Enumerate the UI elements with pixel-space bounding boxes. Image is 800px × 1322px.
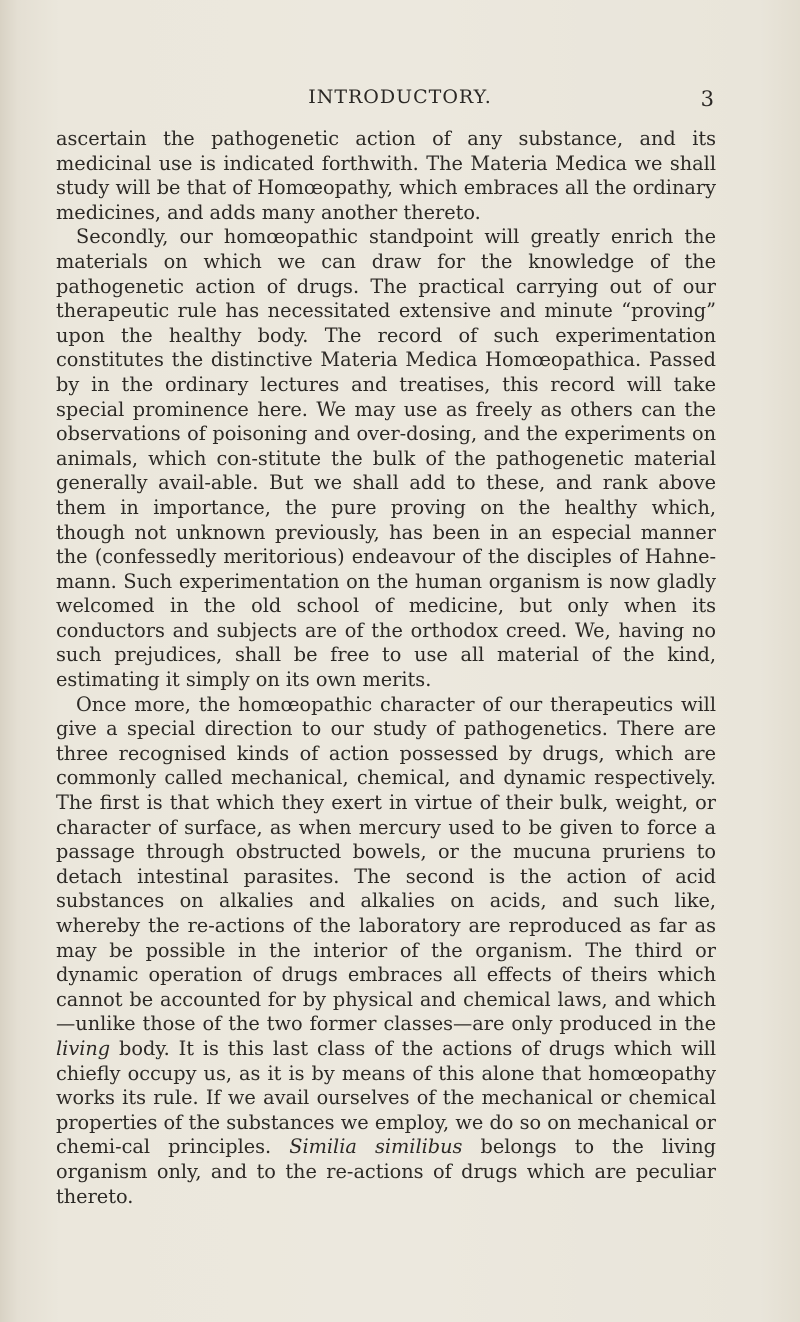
paragraph-once-more-text-3: belongs to the living organism only, and to the re-actions of drugs which are peculiar thereto. xyxy=(56,1135,716,1208)
paragraph-once-more xyxy=(56,693,716,1209)
running-title: INTRODUCTORY. xyxy=(308,86,492,108)
body-text xyxy=(56,127,716,1209)
paragraph-secondly: Secondly, our homœopathic standpoint will greatly enrich the materials on which we can draw for the knowledge of the pathogenetic action of drugs. The practical carrying out of our therapeutic rule has necessitated extensive and minute “proving” upon the healthy body. The record of such experimentation constitutes the distinctive Materia Medica Homœopathica. Passed by in the ordinary lectures and treatises, this record will take special prominence here. We may use as freely as others can the observations of poisoning and over-dosing, and the experiments on animals, which con-stitute the bulk of the pathogenetic material generally avail-able. But we shall add to these, and rank above them in importance, the pure proving on the healthy which, though not unknown previously, has been in an especial manner the (confessedly meritorious) endeavour of the disciples of Hahne-mann. Such experimentation on the human organism is now gladly welcomed in the old school of medicine, but only when its conductors and subjects are of the orthodox creed. We, having no such prejudices, shall be free to use all material of the kind, estimating it simply on its own merits. xyxy=(56,225,716,692)
paragraph-once-more-text-1: Once more, the homœopathic character of our therapeutics will give a special direction to our study of pathogenetics. There are three recognised kinds of action possessed by drugs, which are commonly called mechanical, chemical, and dynamic respectively. The first is that which they exert in virtue of their bulk, weight, or character of surface, as when mercury used to be given to force a passage through obstructed bowels, or the mucuna pruriens to detach intestinal parasites. The second is the action of acid substances on alkalies and alkalies on acids, and such like, whereby the re-actions of the laboratory are reproduced as far as may be possible in the interior of the organism. The third or dynamic operation of drugs embraces all effects of theirs which cannot be accounted for by physical and chemical laws, and which—unlike those of the two former classes—are only produced in the xyxy=(56,692,716,1036)
italic-similia-similibus: Similia similibus xyxy=(289,1135,463,1159)
paragraph-continued: ascertain the pathogenetic action of any substance, and its medicinal use is indicated forthwith. The Materia Medica we shall study will be that of Homœopathy, which embraces all the ordinary medicines, and adds many another thereto. xyxy=(56,127,716,224)
italic-living: living xyxy=(56,1036,111,1060)
paragraph-once-more-text-2: body. It is this last class of the actions of drugs which will chiefly occupy us, as it is by means of this alone that homœopathy works its rule. If we avail ourselves of the mechanical or chemical properties of the substances we employ, we do so on mechanical or chemi-cal principles. xyxy=(56,1036,716,1159)
page-number: 3 xyxy=(700,87,714,111)
page-header xyxy=(0,86,800,116)
